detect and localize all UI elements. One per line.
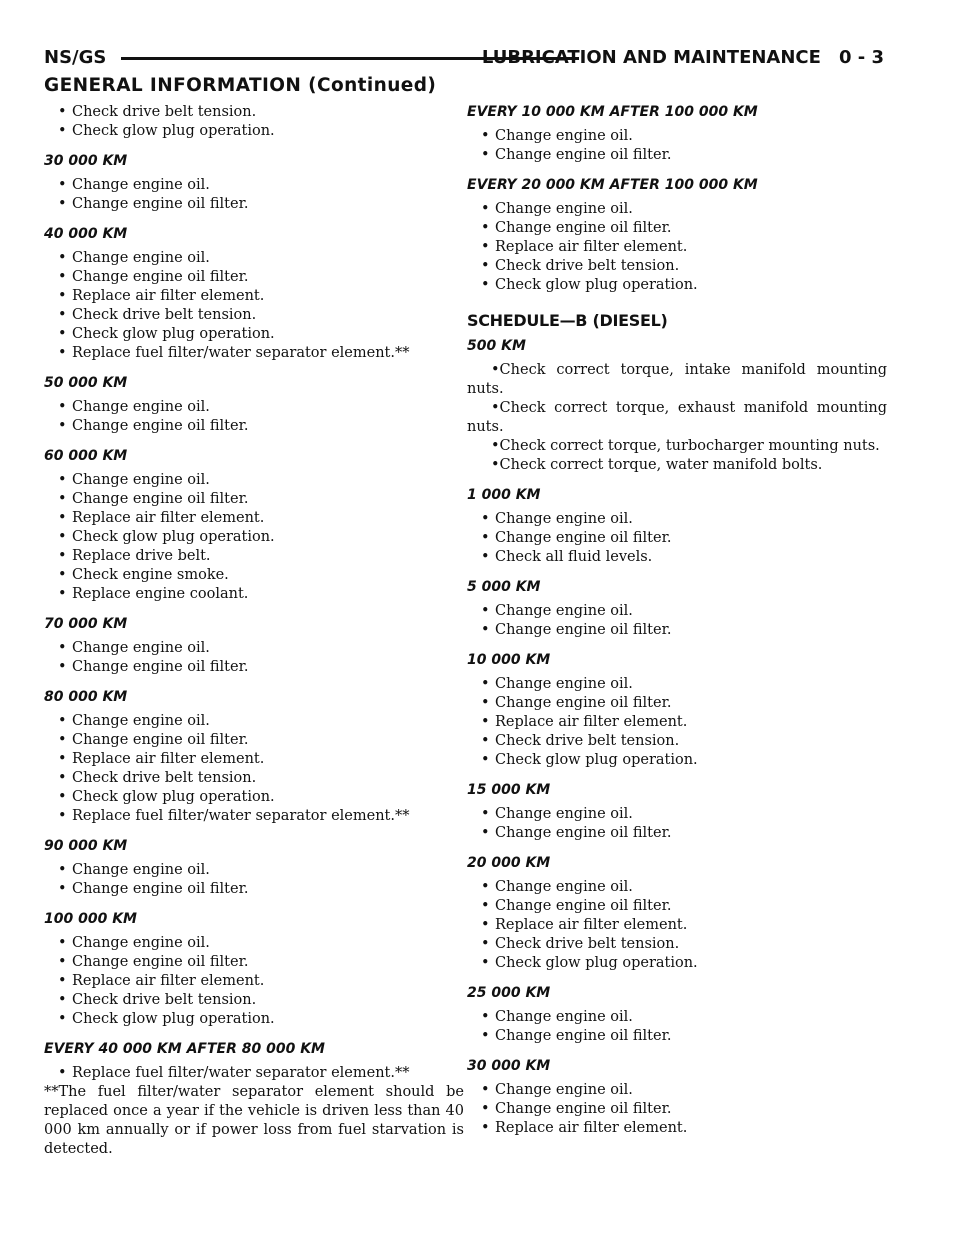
schedule-section	[44, 436, 464, 604]
section-title: 1 000 KM	[467, 487, 541, 503]
item-list	[44, 249, 464, 363]
item-list	[467, 878, 887, 973]
list-item: • Change engine oil.	[481, 200, 887, 219]
schedule-title: SCHEDULE—B (DIESEL)	[467, 311, 668, 330]
list-item: • Change engine oil.	[58, 249, 464, 268]
list-item: • Change engine oil.	[481, 602, 887, 621]
section-title: 100 000 KM	[44, 911, 137, 927]
list-item: • Change engine oil filter.	[481, 219, 887, 238]
list-item: • Change engine oil filter.	[481, 824, 887, 843]
schedule-section	[467, 103, 887, 165]
item-list	[44, 712, 464, 826]
list-item: • Replace fuel filter/water separator element.**	[58, 344, 464, 363]
right-column	[467, 103, 887, 1138]
left-column	[44, 103, 464, 1159]
section-title: 500 KM	[467, 338, 526, 354]
right-top-sections	[467, 103, 887, 295]
footnote: **The fuel filter/water separator element should be replaced once a year if the vehicle is driven less than 40 000 km annually or if power loss from fuel starvation is detected.	[44, 1084, 464, 1157]
list-item: • Change engine oil filter.	[58, 731, 464, 750]
list-item: • Check glow plug operation.	[58, 1010, 464, 1029]
section-title: EVERY 20 000 KM AFTER 100 000 KM	[467, 177, 758, 193]
list-item: • Change engine oil filter.	[481, 529, 887, 548]
bullet-paragraph: •Check correct torque, intake manifold mounting nuts.	[467, 362, 887, 397]
section-title: 30 000 KM	[467, 1058, 551, 1074]
schedule-section	[44, 604, 464, 677]
list-item: • Change engine oil filter.	[58, 880, 464, 899]
km500-paragraphs	[467, 361, 887, 475]
section-title: 15 000 KM	[467, 782, 551, 798]
item-list	[467, 510, 887, 567]
section-title: 30 000 KM	[44, 153, 128, 169]
list-item: • Change engine oil.	[58, 934, 464, 953]
list-item: • Change engine oil filter.	[481, 1100, 887, 1119]
schedule-section	[467, 640, 887, 770]
bullet-paragraph: •Check correct torque, turbocharger mounting nuts.	[491, 438, 880, 454]
right-bottom-sections	[467, 475, 887, 1138]
schedule-section	[44, 677, 464, 826]
item-list	[467, 805, 887, 843]
list-item: • Replace air filter element.	[58, 972, 464, 991]
item-list	[44, 934, 464, 1029]
schedule-section	[467, 475, 887, 567]
list-item: • Change engine oil filter.	[58, 490, 464, 509]
list-item: • Change engine oil.	[58, 398, 464, 417]
list-item: • Change engine oil.	[58, 639, 464, 658]
section-title: 90 000 KM	[44, 838, 128, 854]
item-list	[44, 1064, 464, 1083]
page-number: 0 - 3	[838, 47, 884, 68]
list-item: • Replace engine coolant.	[58, 585, 464, 604]
list-item: • Change engine oil filter.	[58, 268, 464, 287]
left-sections	[44, 141, 464, 1083]
list-item: • Change engine oil.	[58, 471, 464, 490]
list-item: • Change engine oil.	[58, 176, 464, 195]
schedule-section	[467, 1046, 887, 1138]
list-item: • Change engine oil.	[481, 1081, 887, 1100]
list-item: • Check glow plug operation.	[58, 122, 464, 141]
list-item: • Check drive belt tension.	[58, 306, 464, 325]
list-item: • Replace air filter element.	[481, 916, 887, 935]
schedule-section	[44, 1029, 464, 1083]
section-title: 25 000 KM	[467, 985, 551, 1001]
item-list	[467, 200, 887, 295]
item-list	[44, 639, 464, 677]
chapter-title: LUBRICATION AND MAINTENANCE	[481, 47, 821, 68]
section-title: EVERY 10 000 KM AFTER 100 000 KM	[467, 104, 758, 120]
list-item: • Check drive belt tension.	[481, 257, 887, 276]
list-item: • Replace air filter element.	[58, 750, 464, 769]
schedule-section	[467, 843, 887, 973]
list-item: • Check glow plug operation.	[481, 751, 887, 770]
section-title: 50 000 KM	[44, 375, 128, 391]
schedule-section	[467, 567, 887, 640]
item-list	[467, 1081, 887, 1138]
list-item: • Change engine oil.	[481, 127, 887, 146]
list-item: • Replace fuel filter/water separator element.**	[58, 807, 464, 826]
list-item: • Check glow plug operation.	[58, 788, 464, 807]
item-list	[44, 398, 464, 436]
list-item: • Check drive belt tension.	[58, 991, 464, 1010]
list-item: • Replace drive belt.	[58, 547, 464, 566]
list-item: • Change engine oil filter.	[481, 146, 887, 165]
list-item: • Change engine oil.	[58, 861, 464, 880]
item-list	[467, 127, 887, 165]
section-title: 5 000 KM	[467, 579, 541, 595]
list-item: • Check engine smoke.	[58, 566, 464, 585]
list-item: • Check drive belt tension.	[481, 732, 887, 751]
item-list	[44, 861, 464, 899]
schedule-section	[44, 141, 464, 214]
item-list	[467, 1008, 887, 1046]
item-list	[44, 471, 464, 604]
list-item: • Check glow plug operation.	[481, 954, 887, 973]
schedule-section	[467, 165, 887, 295]
list-item: • Replace air filter element.	[481, 238, 887, 257]
vehicle-code: NS/GS	[44, 47, 107, 68]
list-item: • Change engine oil filter.	[58, 658, 464, 677]
list-item: • Change engine oil filter.	[58, 195, 464, 214]
list-item: • Change engine oil.	[481, 1008, 887, 1027]
section-title: 20 000 KM	[467, 855, 551, 871]
section-title: 40 000 KM	[44, 226, 128, 242]
section-title: 60 000 KM	[44, 448, 128, 464]
item-list	[467, 602, 887, 640]
list-item: • Change engine oil filter.	[58, 953, 464, 972]
section-title: 10 000 KM	[467, 652, 551, 668]
section-title: 80 000 KM	[44, 689, 128, 705]
schedule-section	[44, 899, 464, 1029]
schedule-section	[44, 826, 464, 899]
list-item: • Check all fluid levels.	[481, 548, 887, 567]
list-item: • Change engine oil.	[481, 510, 887, 529]
section-continued-title: GENERAL INFORMATION (Continued)	[44, 75, 437, 96]
list-item: • Check glow plug operation.	[58, 325, 464, 344]
item-list	[44, 176, 464, 214]
list-item: • Change engine oil filter.	[481, 1027, 887, 1046]
list-item: • Change engine oil filter.	[481, 694, 887, 713]
list-item: • Replace air filter element.	[58, 287, 464, 306]
item-list	[467, 675, 887, 770]
list-item: • Change engine oil.	[481, 805, 887, 824]
page-header	[44, 44, 884, 74]
list-item: • Check drive belt tension.	[58, 103, 464, 122]
list-item: • Check drive belt tension.	[58, 769, 464, 788]
list-item: • Check drive belt tension.	[481, 935, 887, 954]
list-item: • Change engine oil filter.	[58, 417, 464, 436]
intro-list	[44, 103, 464, 141]
list-item: • Replace air filter element.	[481, 713, 887, 732]
list-item: • Change engine oil.	[481, 675, 887, 694]
list-item: • Replace air filter element.	[481, 1119, 887, 1138]
section-title: 70 000 KM	[44, 616, 128, 632]
list-item: • Change engine oil.	[481, 878, 887, 897]
bullet-paragraph: •Check correct torque, water manifold bolts.	[491, 457, 823, 473]
list-item: • Replace fuel filter/water separator element.**	[58, 1064, 464, 1083]
list-item: • Change engine oil.	[58, 712, 464, 731]
schedule-section	[44, 214, 464, 363]
list-item: • Check glow plug operation.	[481, 276, 887, 295]
list-item: • Change engine oil filter.	[481, 621, 887, 640]
chapter-heading	[482, 47, 884, 68]
schedule-section	[467, 770, 887, 843]
section-title: EVERY 40 000 KM AFTER 80 000 KM	[44, 1041, 325, 1057]
list-item: • Change engine oil filter.	[481, 897, 887, 916]
bullet-paragraph: •Check correct torque, exhaust manifold mounting nuts.	[467, 400, 887, 435]
list-item: • Replace air filter element.	[58, 509, 464, 528]
schedule-section	[467, 973, 887, 1046]
schedule-section	[44, 363, 464, 436]
list-item: • Check glow plug operation.	[58, 528, 464, 547]
